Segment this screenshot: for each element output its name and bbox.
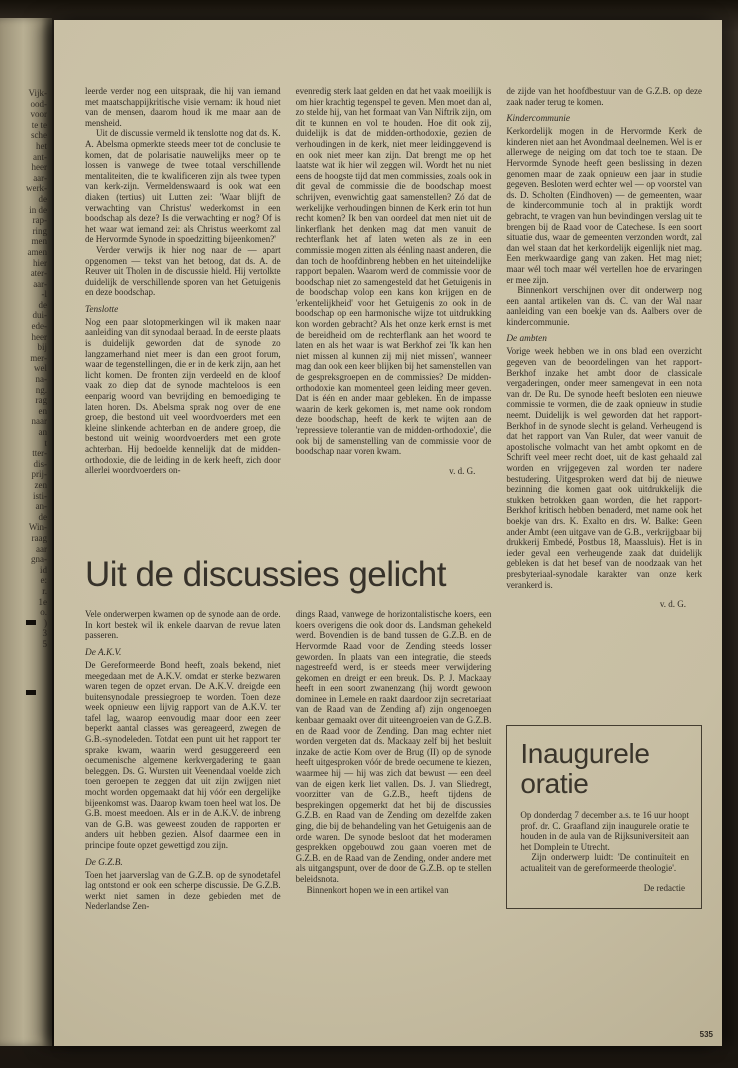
body-paragraph: evenredig sterk laat gelden en dat het vaak moeilijk is om hier krachtig tegenspel te geven. Men moet dan al, zo stelde hij, van het formaat van Van Niftrik zijn, om dit te kunnen en vol te houden. Hoe dit ook zij, duidelijk is dat de midden-orthodoxie, gezien de verhoudingen in de kerk, niet meer leidinggevend is en ook niet meer kan zijn. Dat brengt me op het laatste wat ik hier wil zeggen wil. Wordt het nu niet eens de hoogste tijd dat men commissies, zoals ook in dit geval de commissie die de boodschap moest schrijven, evenwichtig gaat samenstellen? Zó dat de werkelijke verhoudingen binnen de Kerk erin tot hun recht komen? Ik ben van oordeel dat men niet uit de linkerflank het denken mag dat men vanuit de rechterflank het af laten weten als ze in een commissie mogen zitten als éénling naast anderen, die dan toch de hoofdinbreng hebben en het uiteindelijke rapport bepalen. Waarom werd de commissie voor de boodschap niet zo samengesteld dat het Getuigenis in de boodschap volop een kans kon krijgen en de 'erkentelijkheid' voor het Getuigenis zo ook in de boodschap op een harmonische wijze tot uitdrukking kon worden gebracht? Als het onze kerk ernst is met de bereidheid om de rechterflank aan het woord te laten en als het waar is wat Berkhof zei 'Ik kan hen niet missen al kunnen zij mij niet missen', wanneer mag dan ook een keer blijken bij het samenstellen van de gespreksgroepen en de commissies? De midden-orthodoxie kan momenteel geen leiding meer geven. Dat is één en ander maar gebleken. En de impasse waarin de kerk gekomen is, met name ook rondom deze boodschap, heeft de kerk te wijten aan de 'repressieve tolerantie van de midden-orthodoxie', die ook bij de samenstelling van de commissie voor de boodschap naar voren kwam.	[295, 86, 492, 457]
spine-text-fragment: e:	[40, 575, 47, 586]
spine-text-fragment: dui-	[32, 310, 47, 321]
body-paragraph: Binnenkort verschijnen over dit onderwerp nog een aantal artikelen van ds. C. van der Wal naar aanleiding van een boekje van ds. Aalbers over de kindercommunie.	[506, 285, 702, 327]
spine-text-fragment: aar-	[33, 278, 47, 289]
spine-text-fragment: naar	[31, 416, 47, 427]
spine-text-fragment: r.	[42, 585, 47, 596]
body-paragraph: de zijde van het hoofdbestuur van de G.Z.B. op deze zaak nader terug te komen.	[506, 86, 702, 107]
section-subheading: Tenslotte	[85, 304, 119, 315]
spine-text-fragment: hier	[33, 257, 47, 268]
bottom-column-2	[296, 609, 492, 912]
top-column-3	[506, 86, 702, 609]
spine-text-fragment: wel	[34, 363, 47, 374]
previous-page-edge	[0, 18, 52, 1046]
spine-text-fragment: Win-	[28, 522, 47, 533]
page-paper	[54, 20, 722, 1046]
spine-text-fragment: bij	[37, 342, 47, 353]
spine-text-fragment: ant-	[33, 151, 47, 162]
binder-mark	[26, 690, 36, 695]
bottom-column-1	[85, 609, 281, 912]
body-paragraph: Op donderdag 7 december a.s. te 16 uur hoopt prof. dr. C. Graafland zijn inaugurele oratie te houden in de aula van de Rijksuniversiteit aan het Domplein te Utrecht.	[520, 809, 689, 852]
article-grid	[85, 86, 702, 912]
spine-text-fragment: aar	[36, 543, 47, 554]
body-paragraph: Toen het jaarverslag van de G.Z.B. op de synodetafel lag ontstond er ook een scherpe discussie. De G.Z.B. werkt niet samen in deze gebieden met de Nederlandse Zen-	[85, 869, 281, 912]
signature: De redactie	[643, 883, 685, 894]
spine-text-fragment: ood-	[30, 98, 47, 109]
spine-text-fragment: rap-	[32, 215, 47, 226]
body-paragraph: Binnenkort hopen we in een artikel van	[306, 884, 449, 895]
section-subheading: De A.K.V.	[85, 647, 122, 658]
notice-box-title	[520, 739, 689, 798]
inaugural-oration-box	[506, 725, 702, 909]
body-paragraph: Vele onderwerpen kwamen op de synode aan de orde. In kort bestek wil ik enkele daarvan de revue laten passeren.	[85, 609, 281, 641]
spine-fragments	[0, 18, 52, 649]
spine-text-fragment: mer-	[30, 352, 47, 363]
spine-text-fragment: sche	[31, 130, 47, 141]
spine-text-fragment: 3	[42, 628, 47, 639]
section-subheading: De G.Z.B.	[85, 857, 123, 868]
notice-box-title-line2: oratie	[520, 767, 589, 799]
body-paragraph: Vorige week hebben we in ons blad een overzicht gegeven van de beoordelingen van het rapport-Berkhof inzake het ambt door de classicale vergaderingen, onder meer samengevat in een nota van dr. De Ru. De synode heeft besloten een nieuwe commissie te vormen, die de zaak opnieuw in studie neemt. Duidelijk is wel geworden dat het rapport-Berkhof in de synode slecht is geland. Verheugend is dat het rapport van Van Ruler, dat weer vanuit de apostolische volmacht van het ambt opkomt en de Schrift veel meer recht doet, uit de kast gehaald zal worden en vrijgegeven zal worden ter nadere bestudering. Uitgesproken werd dat bij de nieuwe bezinning die komen gaat ook uitdrukkelijk die stukken betrokken gaan worden, die het rapport-Berkhof kritisch hebben benaderd, met name ook het boekje van drs. K. Exalto en drs. W. Balke: Geen ander Ambt (een uitgave van de G.B., verkrijgbaar bij drukkerij Embedé, Postbus 18, Maassluis). Het is in ieder geval een verheugende zaak dat duidelijk gebleken is dat het besef van de noodzaak van het presbyteriaal-synodale karakter van onze kerk verankerd is.	[506, 346, 702, 590]
spine-text-fragment: ater-	[30, 268, 47, 279]
signature: v. d. G.	[449, 465, 476, 476]
spine-text-fragment: en	[38, 405, 47, 416]
page-content	[85, 86, 702, 1016]
spine-text-fragment: rag	[35, 395, 47, 406]
spine-text-fragment: prij-	[31, 469, 47, 480]
spine-text-fragment: voor	[30, 109, 47, 120]
spine-text-fragment: an	[38, 427, 47, 437]
spine-text-fragment: men	[31, 236, 47, 247]
spine-text-fragment: o.	[40, 607, 47, 618]
spine-text-fragment: werk-	[26, 183, 47, 194]
section-subheading: De ambten	[506, 334, 547, 345]
spine-text-fragment: isti-	[32, 490, 47, 501]
spine-text-fragment: de	[38, 511, 47, 522]
body-paragraph: Nog een paar slotopmerkingen wil ik maken naar aanleiding van dit synodaal beraad. In de eerste plaats is duidelijk geworden dat de synode zo langzamerhand niet meer is dan een groot forum, waar de tegenstellingen, die er in de kerk zijn, aan het licht komen. De fronten zijn verdeeld en de kloof vaak zo diep dat de synode machteloos is een eenparig woord van bevrijding en bemoediging te laten horen. Ds. Abelsma sprak nog over de ene groep, die bestond uit veel woordvoerders met een kleine slinkende achterban en de andere groep, die bestond uit weinig woordvoerders met een grote achterban. Hij bedoelde kennelijk dat de midden-orthodoxie, die de leiding in de kerk heeft, zich door allerlei woordvoerders on-	[85, 316, 281, 476]
spine-text-fragment: dis-	[33, 458, 47, 469]
page-number: 535	[699, 1030, 713, 1039]
spine-text-fragment: ede-	[31, 321, 47, 332]
signature: v. d. G.	[659, 599, 686, 610]
spine-text-fragment: raag	[31, 532, 47, 543]
spine-text-fragment: na-	[35, 374, 47, 385]
spine-text-fragment: id	[39, 564, 47, 575]
spine-text-fragment: heer	[31, 162, 47, 173]
spine-text-fragment: )	[44, 617, 47, 628]
spine-text-fragment: heer	[31, 331, 47, 342]
spine-text-fragment: Vijk-	[28, 88, 47, 98]
spine-text-fragment: tter-	[32, 448, 47, 459]
spine-text-fragment: in de	[29, 204, 47, 215]
spine-text-fragment: 1e	[38, 596, 47, 607]
spine-text-fragment: te te	[31, 119, 47, 130]
spine-text-fragment: amen	[27, 246, 47, 257]
body-paragraph: leerde verder nog een uitspraak, die hij van iemand met maatschappijkritische visie vernam: ik houd niet van de mensen, daarom houd ik me maar aan de mensheid.	[85, 86, 281, 128]
body-paragraph: Uit de discussie vermeld ik tenslotte nog dat ds. K. A. Abelsma opmerkte steeds meer tot de conclusie te komen, dat de polarisatie nauwelijks meer op te lossen is vanwege de twee totaal verschillende mentaliteiten, die te kwalificeren zijn als twee typen van kerk-zijn. Vermeldenswaard is ook wat een diaken (tertius) uit Lutten zei: 'Waar blijft de verwachting van Christus' wederkomst in een boodschap als deze? Is die verwachting er nog? Of is het waar wat iemand zei: als Christus weerkomt zal de Hervormde Synode in spoedzitting bijeenkomen?'	[85, 128, 281, 245]
spine-text-fragment: 5	[42, 638, 47, 649]
notice-box-title-line1: Inaugurele	[520, 738, 650, 770]
body-paragraph: De Gereformeerde Bond heeft, zoals bekend, niet meegedaan met de A.K.V. omdat er sterke bezwaren waren tegen de opzet ervan. De A.K.V. dreigde een buitensynodale pressiegroep te worden. Toen deze week opnieuw een lijvig rapport van de A.K.V. ter tafel lag, waarop eenvoudig maar door een zeer beperkt aantal classes was gereageerd, zwegen de G.B.-synodeleden. Totdat een punt uit het rapport ter sprake kwam, waarin werd gesuggereerd een oecumenische algemene kerkvergadering te gaan beleggen. Ds. G. Wursten uit Veenendaal voelde zich toen geroepen te zeggen dat uit zijn zwijgen niet mocht worden opgemaakt dat hij vóór een dergelijke bijeenkomst was. Daarop kwam toen heel wat los. De G.B. moest meedoen. Als er in de A.K.V. de inbreng van de G.B. was geweest zouden de rapporten er anders uit hebben gezien. Alsof daarmee een in principe foute opzet gewettigd zou zijn.	[85, 659, 281, 850]
binder-mark	[26, 620, 36, 625]
section-subheading: Kindercommunie	[506, 114, 571, 125]
bottom-column-3	[506, 609, 702, 912]
spine-text-fragment: aar-	[33, 172, 47, 183]
top-column-2	[296, 86, 492, 506]
spine-text-fragment: t	[44, 437, 47, 448]
notice-box-body	[520, 810, 689, 894]
section-headline: Uit de discussies gelicht	[85, 555, 446, 595]
spine-text-fragment: ng.	[35, 384, 47, 395]
top-column-1	[85, 86, 281, 506]
body-paragraph: Zijn onderwerp luidt: 'De continuïteit en actualiteit van de gereformeerde theologie'.	[520, 852, 689, 873]
spine-text-fragment: de	[38, 193, 47, 204]
spine-text-fragment: gna-	[31, 554, 47, 565]
spine-text-fragment: an-	[35, 501, 47, 512]
body-paragraph: dings Raad, vanwege de horizontalistische koers, een koers overigens die ook door ds. Landsman gehekeld werd. Bovendien is de band tussen de G.Z.B. en de Hervormde Raad voor de Zending steeds losser geworden. In plaats van een integratie, die steeds nagestreefd werd, is er steeds meer verwijdering gekomen en dreigt er een breuk. Ds. P. J. Mackaay heeft in een soort zwanenzang (hij wordt gewoon dominee in Lemele en raakt daardoor zijn secretariaat van de Raad van de Zending af) zijn ongenoegen kenbaar gemaakt over dit uiteengroeien van de G.Z.B. en de Raad voor de Zending. Dan mag echter niet worden vergeten dat ds. Mackaay zelf bij het besluit inzake de actie Kom over de Brug (II) op de synode heeft uitgesproken vóór de brede oecumene te kiezen, waarmee hij — hij was zich dat bewust — een deel van de eigen kerk liet vallen. Ds. J. van Sliedregt, voorzitter van de G.Z.B., heeft tijdens de besprekingen opgemerkt dat het bij de discussies G.Z.B. en Raad van de Zending om dezelfde zaken ging, die bij de behandeling van het Getuigenis aan de orde waren. De synode besloot dat het moderamen gesprekken opgebouwd zou gaan voeren met de G.Z.B. en de Raad van de Zending, onder andere met als uitgangspunt, over de door de G.Z.B. op te stellen beleidsnota.	[295, 609, 492, 884]
spine-text-fragment: -l	[41, 289, 47, 300]
spine-text-fragment: het	[36, 140, 47, 151]
spine-text-fragment: ring	[32, 225, 47, 236]
spine-text-fragment: zen	[34, 479, 47, 490]
body-paragraph: Kerkordelijk mogen in de Hervormde Kerk de kinderen niet aan het Avondmaal deelnemen. Wel is er allerwege de neiging om dat toch toe te staan. De Hervormde Synode heeft geen beslissing in dezen genomen maar de zaak opnieuw een jaar in studie gegeven. Besloten werd echter wel — op voorstel van ds. D. Scholten (Eindhoven) — de gemeenten, waar de kindercommunie toch al in praktijk wordt gebracht, te vragen van hun bevindingen verslag uit te brengen bij de Raad voor de Catechese. Is een soort situatie dus, waar de gemeenten verzonden wordt, zal dan wel staan dat het kerkordelijk eigenlijk niet mag. Een merkwaardige gang van zaken. Het mag niet; maar wél toch maar wél vertellen hoe de ervaringen er mee zijn.	[506, 126, 702, 285]
spine-text-fragment: de	[38, 299, 47, 310]
body-paragraph: Verder verwijs ik hier nog naar de — apart opgenomen — tekst van het betoog, dat ds. A. de Reuver uit Tholen in de discussie hield. Hij vertolkte duidelijk de verschillende sporen van het Getuigenis en deze boodschap.	[85, 244, 281, 298]
